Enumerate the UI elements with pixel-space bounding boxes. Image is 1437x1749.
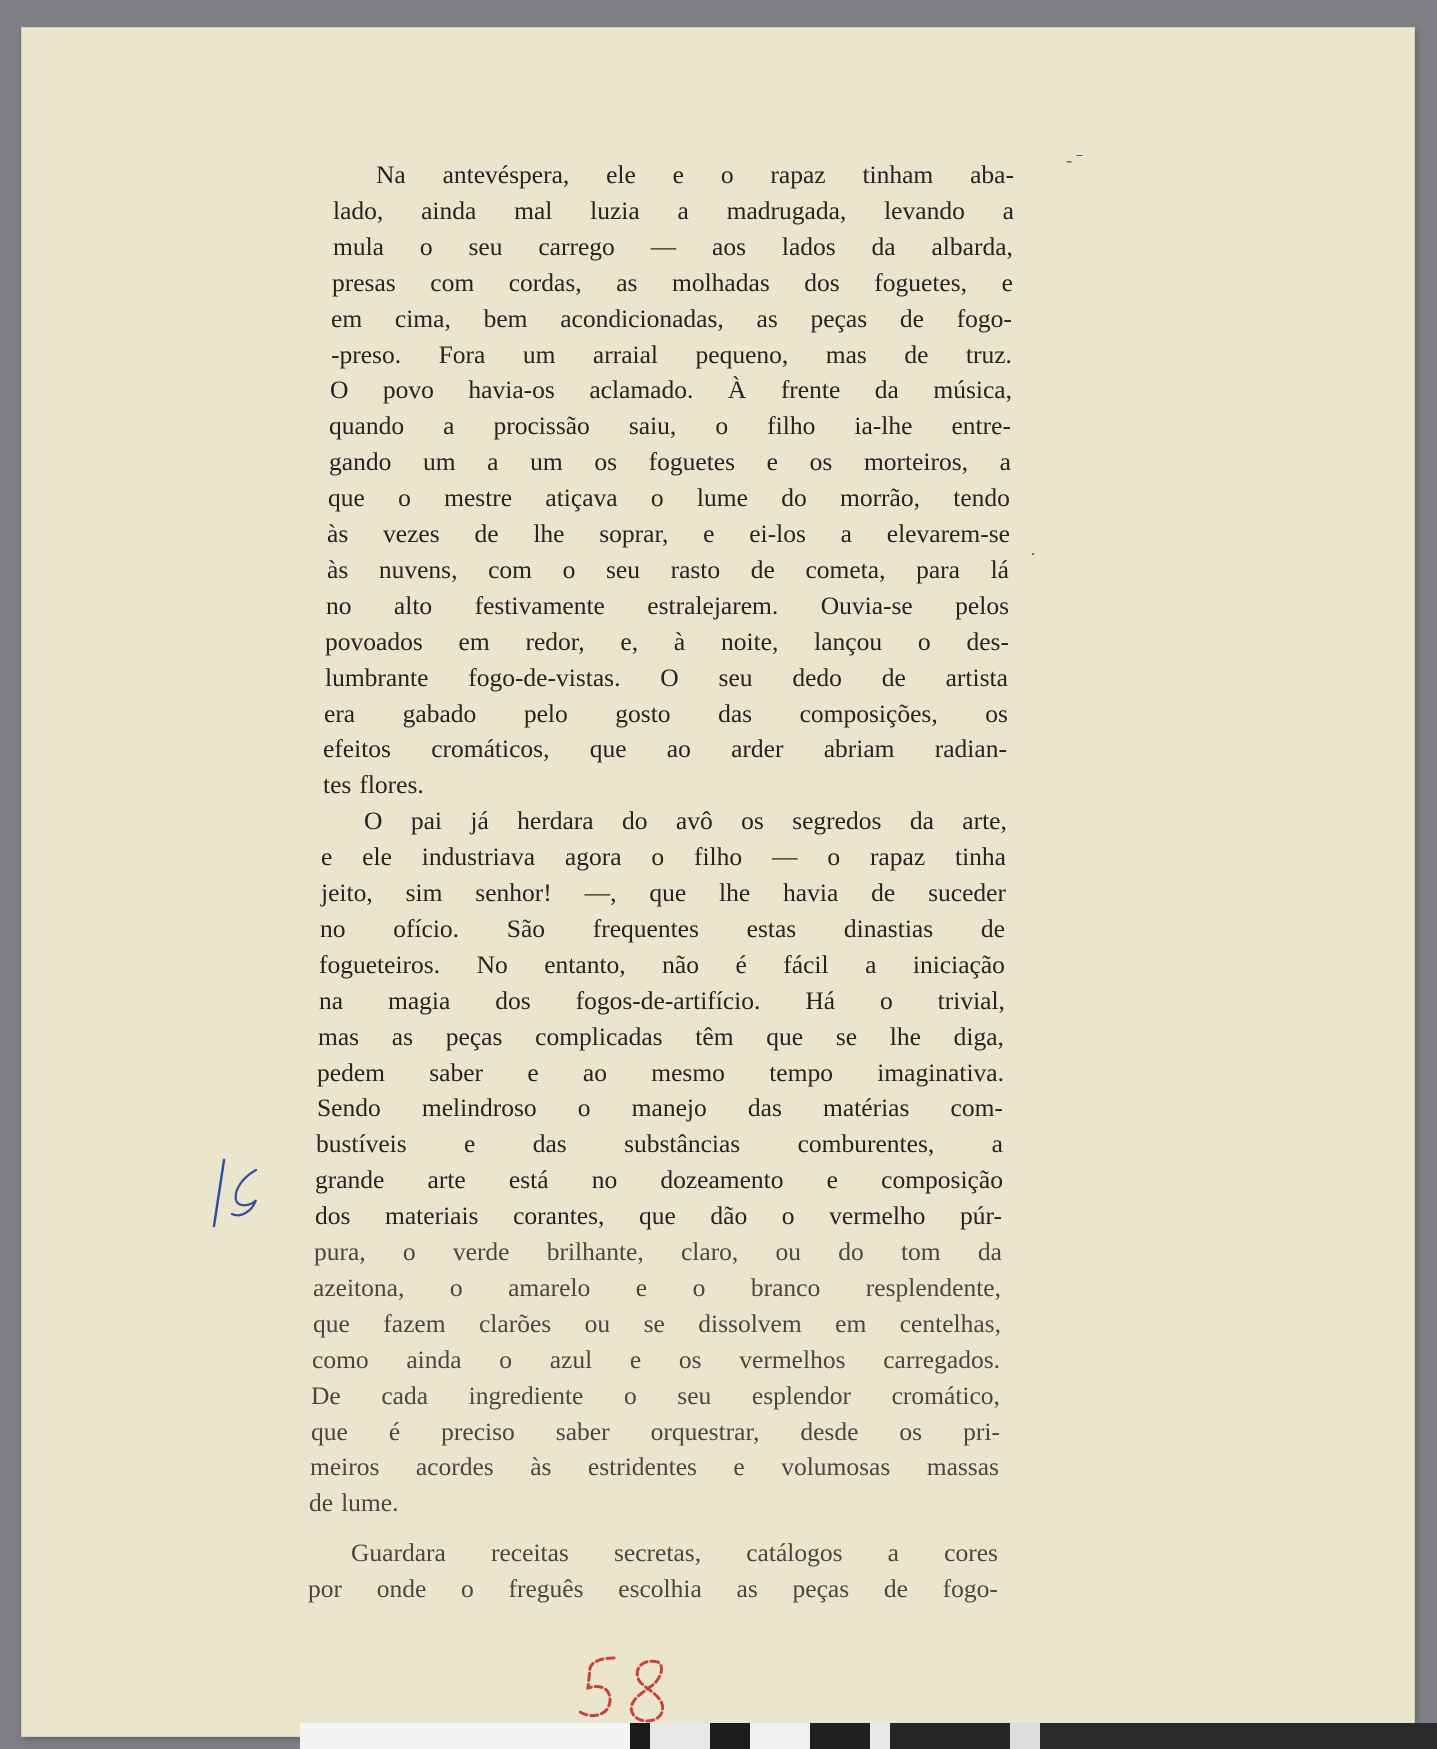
stray-dot: · [1030,544,1036,564]
stray-mark: - ˉ [1066,150,1083,170]
text-line: Na antevéspera, ele e o rapaz tinham aba- [376,160,1014,189]
text-line: dos materiais corantes, que dão o vermelho púr- [315,1201,1002,1231]
scale-segment [870,1723,890,1749]
text-line: tes flores. [323,770,424,800]
text-line: que o mestre atiçava o lume do morrão, tendo [328,483,1010,513]
document-page [22,28,1414,1736]
text-line: meiros acordes às estridentes e volumosas massas [310,1452,999,1482]
text-line: De cada ingrediente o seu esplendor cromático, [311,1380,1000,1410]
text-line: mas as peças complicadas têm que se lhe diga, [318,1021,1004,1051]
text-line: grande arte está no dozeamento e composição [315,1165,1003,1195]
text-line: às vezes de lhe soprar, e ei-los a elevarem-se [327,519,1010,548]
text-line: Sendo melindroso o manejo das matérias com- [317,1093,1003,1123]
text-line: às nuvens, com o seu rasto de cometa, para lá [327,554,1009,584]
text-line: por onde o freguês escolhia as peças de fogo- [308,1574,998,1604]
text-line: no alto festivamente estralejarem. Ouvia-se pelos [326,590,1009,620]
scale-segment [300,1723,630,1749]
text-line: em cima, bem acondicionadas, as peças de fogo- [331,303,1012,333]
text-line: na magia dos fogos-de-artifício. Há o trivial, [319,985,1005,1015]
text-line: que fazem clarões ou se dissolvem em centelhas, [313,1308,1001,1338]
text-line: fogueteiros. No entanto, não é fácil a iniciação [319,949,1005,979]
text-line: quando a procissão saiu, o filho ia-lhe entre- [329,411,1011,441]
text-line: como ainda o azul e os vermelhos carregados. [312,1344,1000,1374]
text-line: pura, o verde brilhante, claro, ou do tom da [314,1237,1002,1266]
text-line: gando um a um os foguetes e os morteiros, a [329,447,1011,477]
text-line: lumbrante fogo-de-vistas. O seu dedo de artista [325,662,1008,692]
text-line: povoados em redor, e, à noite, lançou o des- [325,626,1009,656]
scale-segment [1010,1723,1040,1749]
scale-segment [650,1723,710,1749]
text-line: efeitos cromáticos, que ao arder abriam radian- [323,734,1007,764]
scale-segment [1040,1723,1437,1749]
text-line: de lume. [309,1488,399,1518]
scale-segment [810,1723,870,1749]
color-scale-bar [300,1723,1437,1749]
text-line: no ofício. São frequentes estas dinastias de [320,913,1005,943]
text-line: presas com cordas, as molhadas dos foguetes, e [332,267,1013,297]
text-line: pedem saber e ao mesmo tempo imaginativa. [317,1057,1004,1087]
text-line: jeito, sim senhor! —, que lhe havia de suceder [321,878,1006,907]
text-line: -preso. Fora um arraial pequeno, mas de truz. [331,339,1012,369]
page-number-stamp [570,1648,690,1734]
scale-segment [630,1723,650,1749]
text-line: era gabado pelo gosto das composições, os [324,698,1008,728]
text-line: bustíveis e das substâncias comburentes, a [316,1129,1003,1159]
text-line: e ele industriava agora o filho — o rapaz tinha [321,842,1006,872]
scale-segment [890,1723,1010,1749]
text-line: mula o seu carrego — aos lados da albarda, [333,231,1013,261]
margin-annotation-mark [212,1156,272,1230]
scale-segment [710,1723,750,1749]
body-text [22,28,1414,1736]
text-line: Guardara receitas secretas, catálogos a cores [351,1538,998,1568]
text-line: O pai já herdara do avô os segredos da arte, [364,806,1007,836]
text-line: azeitona, o amarelo e o branco resplendente, [313,1272,1001,1302]
text-line: O povo havia-os aclamado. À frente da música, [330,375,1012,405]
text-line: lado, ainda mal luzia a madrugada, levando a [333,195,1014,225]
scale-segment [750,1723,810,1749]
text-line: que é preciso saber orquestrar, desde os pri- [311,1416,1000,1446]
